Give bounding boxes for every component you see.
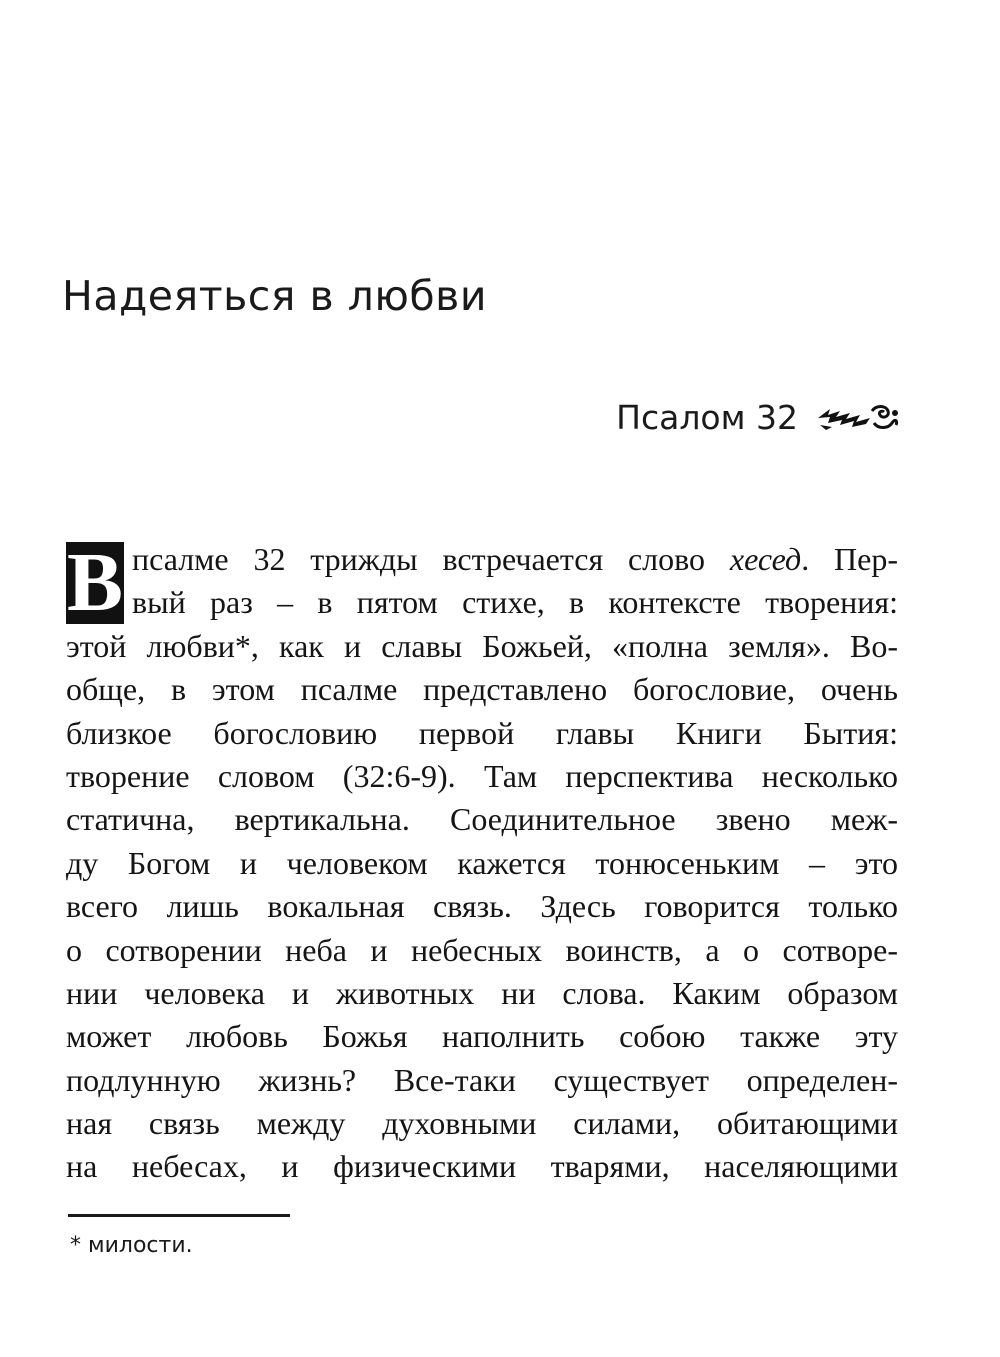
text-line: ная связь между духовными силами, обитающими <box>66 1105 898 1142</box>
text-line: на небесах, и физическими тварями, населяющими <box>66 1148 898 1185</box>
drop-cap: В <box>66 536 124 629</box>
footnote: * милости. <box>70 1233 193 1258</box>
body-text <box>66 538 898 1189</box>
text-line: ду Богом и человеком кажется тонюсеньким – это <box>66 844 898 881</box>
text-line: творение словом (32:6-9). Там перспектива несколько <box>66 757 898 794</box>
chapter-title: Надеяться в любви <box>62 272 487 321</box>
text-line: может любовь Божья наполнить собою также эту <box>66 1018 898 1055</box>
text-line: о сотворении неба и небесных воинств, а о сотворе- <box>66 931 898 968</box>
footnote-divider <box>68 1214 290 1217</box>
text-line <box>66 538 898 581</box>
text-line: подлунную жизнь? Все-таки существует определен- <box>66 1061 898 1098</box>
psalm-heading <box>616 398 900 437</box>
text-line: обще, в этом псалме представлено богословие, очень <box>66 671 898 708</box>
text-line: этой любви*, как и славы Божьей, «полна земля». Во- <box>66 627 898 664</box>
text-line: близкое богословию первой главы Книги Бытия: <box>66 714 898 751</box>
psalm-label: Псалом 32 <box>616 398 798 437</box>
text-line: вый раз – в пятом стихе, в контексте творения: <box>132 584 898 621</box>
decorative-fleuron-icon <box>816 403 900 433</box>
emphasis-word: хесед <box>729 541 802 577</box>
line-part: псалме 32 трижды встречается слово <box>132 541 730 577</box>
text-line: всего лишь вокальная связь. Здесь говорится только <box>66 888 898 925</box>
text-line: нии человека и животных ни слова. Каким образом <box>66 974 898 1011</box>
line-part: . Пер- <box>801 541 898 577</box>
text-line: статична, вертикальна. Соединительное звено меж- <box>66 801 898 838</box>
